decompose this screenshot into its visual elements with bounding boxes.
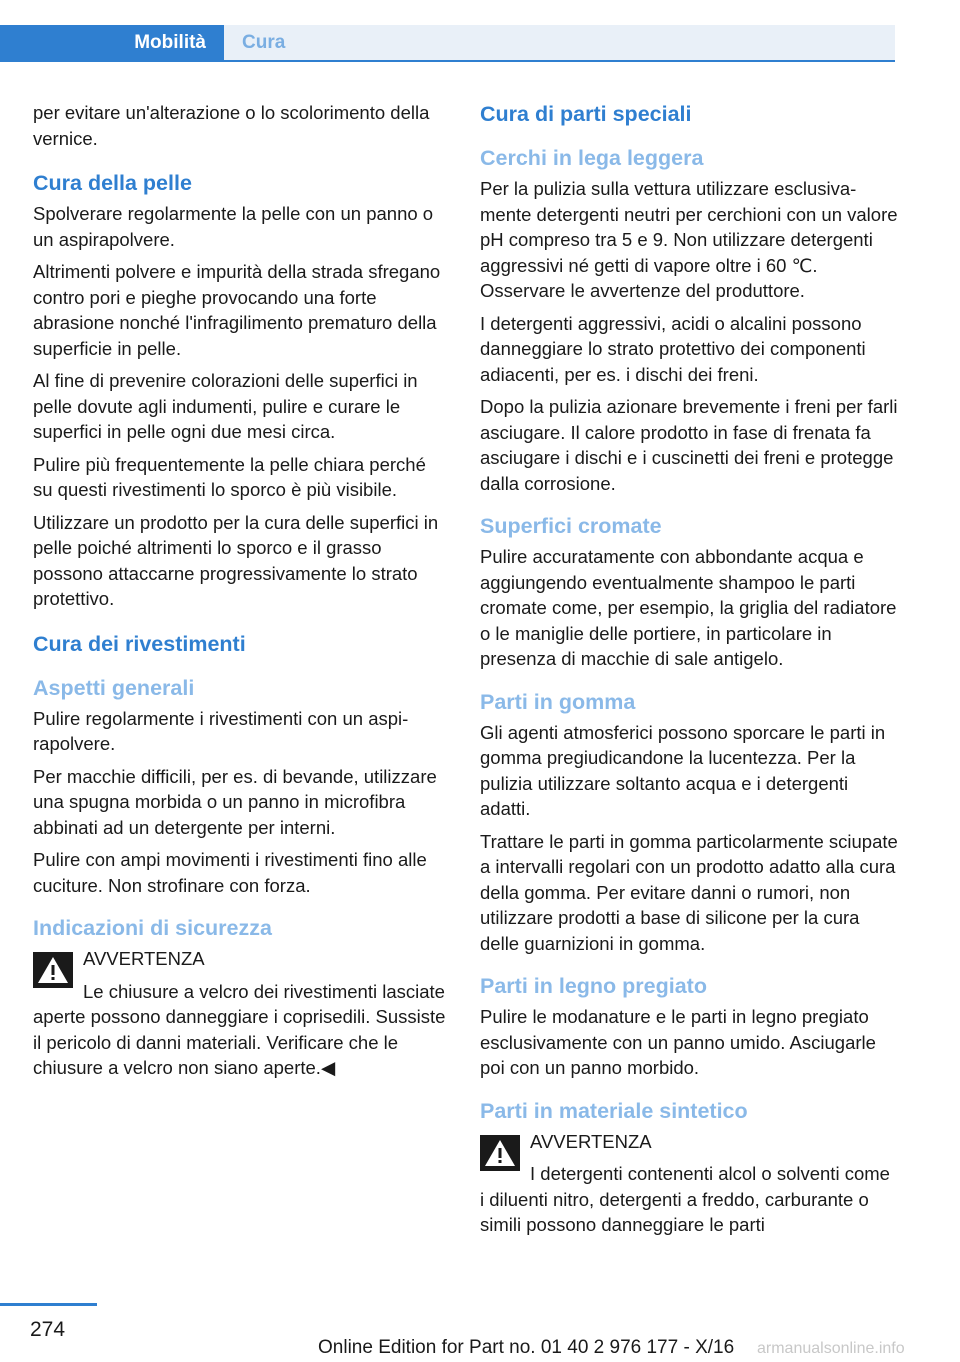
- paragraph: per evitare un'alterazione o lo scolorimento della vernice.: [33, 102, 430, 149]
- footer-divider: [0, 1303, 97, 1306]
- warning-triangle-icon: [33, 952, 73, 988]
- page-number: 274: [30, 1318, 66, 1341]
- heading-cura-pelle: Cura della pelle: [33, 171, 192, 195]
- warning-block: [33, 946, 449, 1081]
- warning-title: AVVERTENZA: [530, 1130, 652, 1152]
- header-divider: [0, 60, 895, 62]
- paragraph: Per la pulizia sulla vettura utilizzare esclusivamente detergenti neutri per cerchioni con un valore pH compreso tra 5 e 9. Non utilizzare detergenti aggressivi né getti di vapore oltre i 60 ℃. Osservare le avvertenze del produttore.: [480, 178, 898, 301]
- paragraph: Pulire accuratamente con abbondante acqua e aggiungendo eventualmente shampoo le parti cromate come, per esempio, la griglia del radiatore o le maniglie delle portiere, in particolare in presenza di macchie di sale antigelo.: [480, 546, 897, 669]
- paragraph: Pulire le modanature e le parti in legno pregiato esclusivamente con un panno umido. Asciugarle poi con un panno morbido.: [480, 1006, 876, 1078]
- page-header: [0, 0, 895, 62]
- warning-block: [480, 1129, 898, 1238]
- watermark: armanualsonline.info: [757, 1340, 905, 1357]
- paragraph: Dopo la pulizia azionare brevemente i freni per farli asciugare. Il calore prodotto in fase di frenata fa asciugare i dischi e i cuscinetti dei freni e protegge dalla corrosione.: [480, 396, 898, 494]
- right-column: [480, 100, 898, 1245]
- warning-triangle-icon: [480, 1135, 520, 1171]
- paragraph: Altrimenti polvere e impurità della strada sfregano contro pori e pieghe provocando una forte abrasione nonché l'infragilimento prematuro della superficie in pelle.: [33, 261, 441, 359]
- paragraph: Trattare le parti in gomma particolarmente sciupate a intervalli regolari con un prodotto adatto alla cura della gomma. Per evitare danni o rumori, non utilizzare prodotti a base di silicone per la cura delle guarnizioni in gomma.: [480, 830, 898, 954]
- warning-text: Le chiusure a velcro dei rivestimenti lasciate aperte possono danneggiare i coprisedili. Sussiste il pericolo di danni materiali. Verificare che le chiusure a velcro non siano aperte.◀: [33, 980, 446, 1078]
- warning-text: I detergenti contenenti alcol o solventi come i diluenti nitro, detergenti a freddo, carburante o simili possono danneggiare le parti: [480, 1163, 890, 1235]
- paragraph: Spolverare regolarmente la pelle con un panno o un aspirapolvere.: [33, 203, 434, 250]
- paragraph: Gli agenti atmosferici possono sporcare le parti in gomma pregiudicandone la lucentezza. Per la pulizia utilizzare soltanto acqua e i detergenti adatti.: [480, 721, 886, 819]
- paragraph: Pulire con ampi movimenti i rivestimenti fino alle cuciture. Non strofinare con forza.: [33, 849, 427, 896]
- heading-cura-parti-speciali: Cura di parti speciali: [480, 102, 692, 126]
- heading-parti-legno: Parti in legno pregiato: [480, 974, 707, 998]
- paragraph: Pulire più frequentemente la pelle chiara perché su questi rivestimenti lo sporco è più visibile.: [33, 453, 426, 500]
- warning-title: AVVERTENZA: [83, 948, 205, 969]
- paragraph: Per macchie difficili, per es. di bevande, utilizzare una spugna morbida o un panno in microfibra abbinati ad un detergente per interni.: [33, 765, 437, 838]
- paragraph: Utilizzare un prodotto per la cura delle superfici in pelle poiché altrimenti lo sporco e il grasso possono attaccarne progressivamente lo strato protettivo.: [33, 511, 439, 609]
- heading-parti-gomma: Parti in gomma: [480, 689, 636, 714]
- tab-cura[interactable]: Cura: [224, 25, 895, 61]
- left-column: [33, 100, 449, 1088]
- heading-indicazioni-sicurezza: Indicazioni di sicurezza: [33, 916, 272, 940]
- heading-cura-rivestimenti: Cura dei rivestimenti: [33, 631, 246, 656]
- heading-aspetti-generali: Aspetti generali: [33, 675, 195, 700]
- paragraph: I detergenti aggressivi, acidi o alcalini possono danneggiare lo strato protettivo dei componenti adiacenti, per es. i dischi dei freni.: [480, 312, 866, 385]
- paragraph: Al fine di prevenire colorazioni delle superfici in pelle dovute agli indumenti, pulire e curare le superfici in pelle ogni due mesi circa.: [33, 370, 418, 442]
- heading-cerchi-lega: Cerchi in lega leggera: [480, 146, 704, 170]
- heading-superfici-cromate: Superfici cromate: [480, 514, 662, 538]
- heading-parti-sintetico: Parti in materiale sintetico: [480, 1098, 748, 1123]
- edition-note: Online Edition for Part no. 01 40 2 976 177 - X/16: [318, 1337, 735, 1358]
- tab-mobilita[interactable]: Mobilità: [0, 25, 224, 61]
- paragraph: Pulire regolarmente i rivestimenti con un aspirapolvere.: [33, 707, 409, 754]
